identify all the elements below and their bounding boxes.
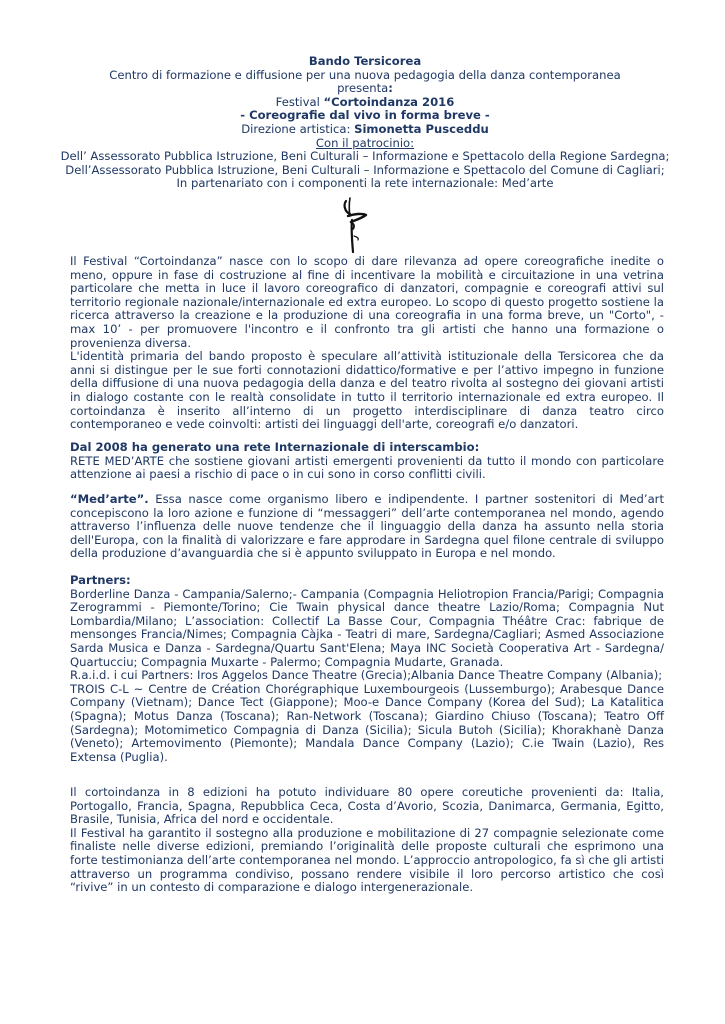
presenta-line: [60, 82, 670, 96]
presenta-text: presenta: [337, 81, 389, 96]
document-title: Bando Tersicorea: [308, 54, 422, 68]
medarte-text: Essa nasce come organismo libero e indipendente. I partner sostenitori di Med’art concepiscono la loro azione e funzione di “messaggeri” dell’arte contemporanea nel mondo, agendo attraverso l’influenza delle nuove tendenze che il linguaggio della danza ha assunto nella storia dell'Europa, con la finalità di valorizzare e fare approdare in Sardegna quel filone centrale di sviluppo della produzione d’avanguardia che si è appunto sviluppato in Europa e nel mondo.: [70, 492, 664, 561]
medarte-section: [70, 493, 664, 561]
festival-line: [60, 96, 670, 110]
festival-tagline: - Coreografie dal vivo in forma breve -: [240, 108, 490, 123]
network-section: [70, 441, 664, 482]
patron-regione: Dell’ Assessorato Pubblica Istruzione, Beni Culturali – Informazione e Spettacolo della Regione Sardegna;: [60, 149, 670, 164]
network-heading: Dal 2008 ha generato una rete Internazionale di interscambio:: [70, 440, 480, 454]
document-header: [60, 55, 670, 191]
closing-paragraph-1: Il cortoindanza in 8 edizioni ha potuto individuare 80 opere coreutiche provenienti da: Italia, Portogallo, Francia, Spagna, Repubblica Ceca, Costa d’Avorio, Scozia, Danimarca, Germania, Egitto, Brasile, Tunisia, Africa del nord e occidentale.: [70, 785, 664, 827]
presenta-colon: :: [388, 81, 393, 96]
partnership-line: In partenariato con i componenti la rete internazionale: Med’arte: [176, 176, 554, 191]
patron-comune: Dell’Assessorato Pubblica Istruzione, Beni Culturali – Informazione e Spettacolo del Comune di Cagliari;: [65, 162, 665, 177]
medarte-paragraph: [70, 493, 664, 561]
partners-heading: Partners:: [70, 573, 131, 587]
partners-section: [70, 574, 664, 764]
closing-section: [70, 786, 664, 895]
partners-paragraph-3: TROIS C-L ~ Centre de Création Chorégraphique Luxembourgeois (Lussemburgo); Arabesque Dance Company (Vietnam); Dance Tect (Giappone); Moo-e Dance Company (Korea del Sud); La Katalitica (Spagna); Motus Danza (Toscana); Ran-Network (Toscana); Giardino Chiuso (Toscana); Teatro Off (Sardegna); Motomimetico Compagnia di Danza (Sicilia); Sicula Butoh (Sicilia); Khorakhanè Danza (Veneto); Artemovimento (Piemonte); Mandala Dance Company (Lazio); C.ie Twain (Lazio), Res Extensa (Puglia).: [70, 681, 664, 764]
document-subtitle: Centro di formazione e diffusione per una nuova pedagogia della danza contemporanea: [109, 67, 621, 82]
direction-prefix: Direzione artistica:: [241, 121, 355, 136]
direction-line: [60, 123, 670, 137]
intro-section: [70, 255, 664, 432]
partners-paragraph-1: Borderline Danza - Campania/Salerno;- Campania (Compagnia Heliotropion Francia/Parigi; Compagnia Zerogrammi - Piemonte/Torino; Cie Twain physical dance theatre Lazio/Roma; Compagnia Nut Lombardia/Milano; L’association: Collectif La Basse Cour, Compagnia Théâtre Crac: fabrique de mensonges Francia/Nimes; Compagnia Càjka - Teatri di mare, Sardegna/Cagliari; Asmed Associazione Sarda Musica e Danza - Sardegna/Quartu Sant'Elena; Maya INC Società Cooperativa Art - Sardegna/ Quartucciu; Compagnia Muxarte - Palermo; Compagnia Mudarte, Granada.: [70, 586, 664, 669]
intro-paragraph-1: Il Festival “Cortoindanza” nasce con lo scopo di dare rilevanza ad opere coreografiche inedite o meno, oppure in fase di costruzione al fine di incentivare la mobilità e circuitazione in una vetrina particolare che metta in luce il lavoro coreografico di danzatori, compagnie e coreografi attivi sul territorio regionale nazionale/internazionale ed extra europeo. Lo scopo di questo progetto sostiene la ricerca attraverso la creazione e la produzione di una coreografia in una forma breve, un "Corto", - max 10’ - per promuovere l'incontro e il confronto tra gli artisti che hanno una formazione o provenienza diversa.: [70, 254, 664, 350]
partners-paragraph-2: R.a.i.d. i cui Partners: Iros Aggelos Dance Theatre (Grecia);Albania Dance Theatre Company (Albania);: [70, 668, 663, 683]
closing-paragraph-2: Il Festival ha garantito il sostegno alla produzione e mobilitazione di 27 compagnie selezionate come finaliste nelle diverse edizioni, premiando l’originalità delle proposte culturali che esprimono una forte testimonianza dell’arte contemporanea nel mondo. L’approccio antropologico, fa sì che gli artisti attraverso un programma condiviso, possano rendere visibile il loro percorso artistico che così “rivive” in un contesto di comparazione e dialogo intergenerazionale.: [70, 825, 664, 895]
medarte-label: “Med’arte”.: [70, 492, 149, 506]
festival-prefix: Festival: [275, 94, 324, 109]
dancer-calligraphy-logo-icon: [338, 196, 368, 254]
patronage-heading: Con il patrocinio:: [315, 135, 415, 150]
intro-paragraph-2: L'identità primaria del bando proposto è speculare all’attività istituzionale della Tersicorea che da anni si distingue per le sue forti connotazioni didattico/formative e per l’attivo impegno in funzione della diffusione di una nuova pedagogia della danza e del teatro rivolta al sostegno dei giovani artisti in dialogo costante con le realtà consolidate in tutto il territorio internazionale ed extra europeo. Il cortoindanza è inserito all’interno di un progetto interdisciplinare di danza teatro circo contemporaneo e vede coinvolti: artisti dei linguaggi dell'arte, coreografi e/o danzatori.: [70, 349, 664, 432]
festival-name: “Cortoindanza 2016: [323, 94, 455, 109]
director-name: Simonetta Pusceddu: [354, 121, 489, 136]
network-text: RETE MED’ARTE che sostiene giovani artisti emergenti provenienti da tutto il mondo con particolare attenzione ai paesi a rischio di pace o in cui sono in corso conflitti civili.: [70, 453, 664, 482]
